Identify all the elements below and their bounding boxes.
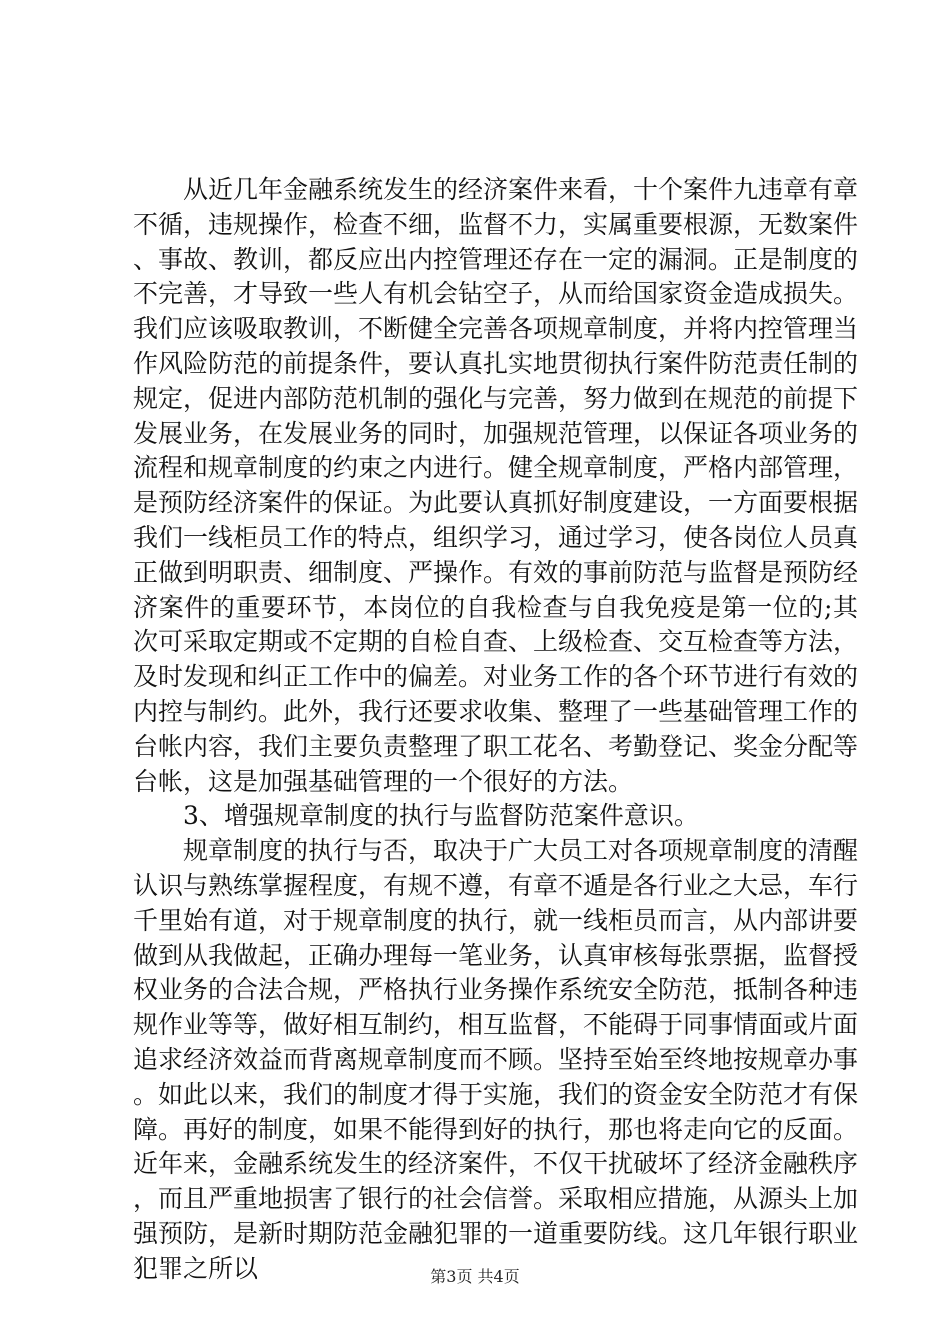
page-footer: 第3页 共4页 [430,1267,520,1286]
paragraph-internal-control: 从近几年金融系统发生的经济案件来看，十个案件九违章有章不循，违规操作，检查不细，监督不力，实属重要根源，无数案件、事故、教训，都反应出内控管理还存在一定的漏洞。正是制度的不完善，才导致一些人有机会钻空子，从而给国家资金造成损失。我们应该吸取教训，不断健全完善各项规章制度，并将内控管理当作风险防范的前提条件，要认真扎实地贯彻执行案件防范责任制的规定，促进内部防范机制的强化与完善，努力做到在规范的前提下发展业务，在发展业务的同时，加强规范管理，以保证各项业务的流程和规章制度的约束之内进行。健全规章制度，严格内部管理，是预防经济案件的保证。为此要认真抓好制度建设，一方面要根据我们一线柜员工作的特点，组织学习，通过学习，使各岗位人员真正做到明职责、细制度、严操作。有效的事前防范与监督是预防经济案件的重要环节，本岗位的自我检查与自我免疫是第一位的;其次可采取定期或不定期的自检自查、上级检查、交互检查等方法，及时发现和纠正工作中的偏差。对业务工作的各个环节进行有效的内控与制约。此外，我行还要求收集、整理了一些基础管理工作的台帐内容，我们主要负责整理了职工花名、考勤登记、奖金分配等台帐，这是加强基础管理的一个很好的方法。 [133,175,859,796]
section-heading-3: 3、增强规章制度的执行与监督防范案件意识。 [183,801,699,831]
paragraph-rule-execution: 规章制度的执行与否，取决于广大员工对各项规章制度的清醒认识与熟练掌握程度，有规不遵，有章不遁是各行业之大忌，车行千里始有道，对于规章制度的执行，就一线柜员而言，从内部讲要做到从我做起，正确办理每一笔业务，认真审核每张票据，监督授权业务的合法合规，严格执行业务操作系统安全防范，抵制各种违规作业等等，做好相互制约，相互监督，不能碍于同事情面或片面追求经济效益而背离规章制度而不顾。坚持至始至终地按规章办事。如此以来，我们的制度才得于实施，我们的资金安全防范才有保障。再好的制度，如果不能得到好的执行，那也将走向它的反面。近年来，金融系统发生的经济案件，不仅干扰破坏了经济金融秩序，而且严重地损害了银行的社会信誉。采取相应措施，从源头上加强预防，是新时期防范金融犯罪的一道重要防线。这几年银行职业犯罪之所以 [133,836,859,1283]
document-body [133,173,858,1287]
